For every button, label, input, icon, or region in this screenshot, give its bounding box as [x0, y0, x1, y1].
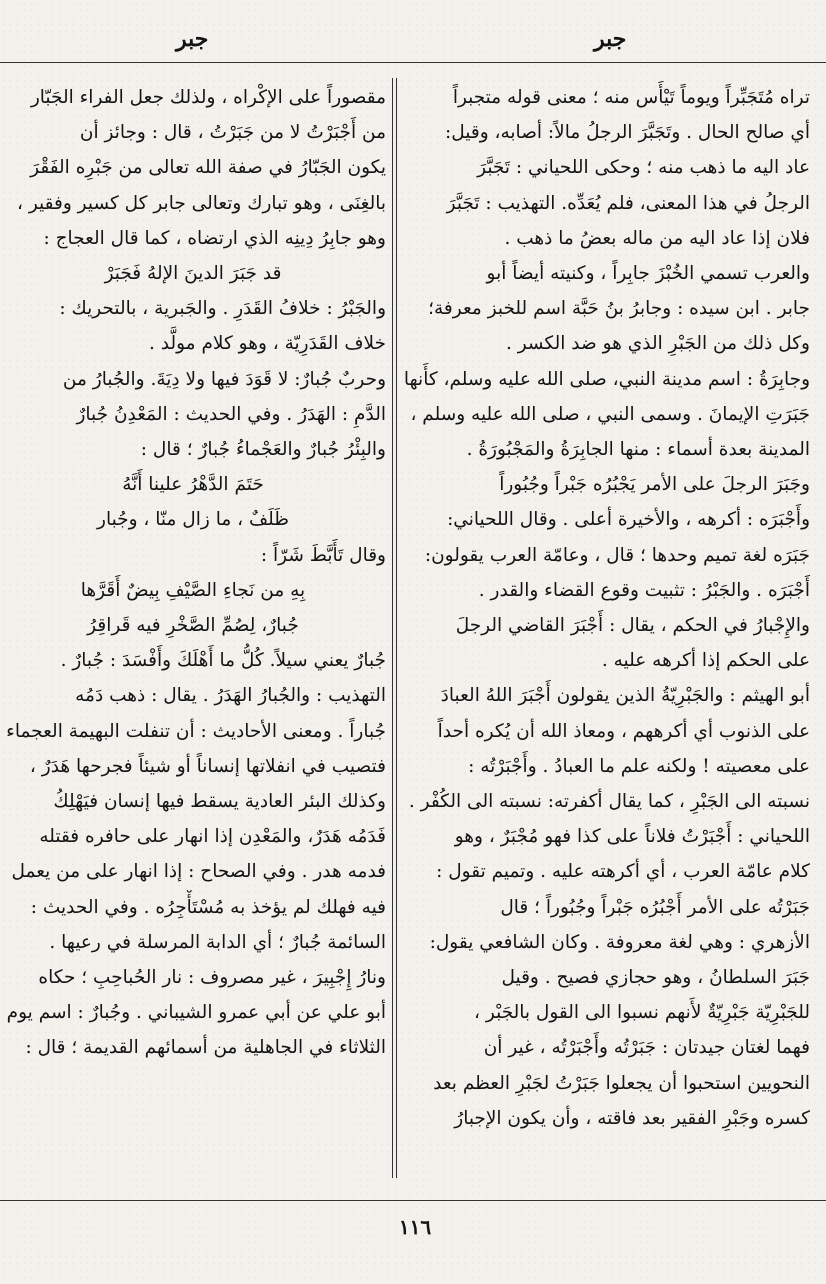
right-column-line: جَبَرَ السلطانُ ، وهو حجازي فصيح . وقيل — [501, 967, 810, 989]
right-column-line: جَبَرْتُه على الأمر أَجْبُرُه جَبْراً وجُبُوراً ؛ قال — [500, 896, 810, 918]
verse-line: حَتَمَ الدَّهْرُ علينا أَنَّهُ — [122, 474, 264, 496]
left-paragraph-line: جُبارٌ يعني سيلاً. كُلُّ ما أَهْلَكَ وأَفْسَدَ : جُبارٌ . — [60, 650, 386, 672]
left-paragraph-line: يكون الجَبّارُ في صفة الله تعالى من جَبْرِه الفَقْرَ — [30, 157, 386, 179]
left-paragraph-line: والجَبْرُ : خلافُ القَدَرِ . والجَبرية ، بالتحريك : — [59, 298, 386, 320]
verse-line: قد جَبَرَ الدينَ الإلهُ فَجَبَرْ — [104, 263, 282, 285]
right-column-line: أبو الهيثم : والجَبْرِيّةُ الذين يقولون أَجْبَرَ اللهُ العبادَ — [440, 685, 810, 707]
right-column-line: وكل ذلك من الجَبْرِ الذي هو ضد الكسر . — [505, 333, 810, 355]
left-paragraph-3 — [0, 538, 386, 573]
right-column-line: اللحياني : أَجْبَرْتُ فلاناً على كذا فهو مُجْبَرٌ ، وهو — [454, 826, 810, 848]
right-column-line: الأزهري : وهي لغة معروفة . وكان الشافعي يقول: — [429, 931, 810, 953]
left-paragraph-line: الثلاثاء في الجاهلية من أسمائهم القديمة ؛ قال : — [25, 1037, 386, 1059]
left-paragraph-line: وحربٌ جُبارٌ: لا قَوَدَ فيها ولا دِيَةَ. والجُبارُ من — [62, 368, 386, 390]
left-paragraph-line: التهذيب : والجُبارُ الهَدَرُ . يقال : ذهب دَمُه — [75, 685, 386, 707]
right-column-line: كسره وجَبْرِ الفقير بعد فاقته ، وأن يكون الإجبارُ — [454, 1107, 810, 1129]
left-paragraph-line: السائمة جُبارٌ ؛ أي الدابة المرسلة في رعيها . — [49, 931, 386, 953]
right-column-line: المدينة بعدة أسماء : منها الجابِرَةُ والمَجْبُورَةُ . — [466, 439, 810, 461]
column-separator — [392, 78, 397, 1178]
left-paragraph-4 — [0, 643, 386, 1065]
right-column — [398, 80, 810, 1180]
left-paragraph-line: وهو جابِرُ دِينِه الذي ارتضاه ، كما قال العجاج : — [43, 227, 386, 249]
right-column-text — [398, 80, 810, 1136]
left-paragraph-line: والبِئْرُ جُبارٌ والعَجْماءُ جُبارٌ ؛ قال : — [140, 439, 386, 461]
left-paragraph-line: خلاف القَدَرِيّة ، وهو كلام مولَّد . — [149, 333, 386, 355]
right-column-line: تراه مُتَجَبِّراً ويوماً تَيْأَس منه ؛ معنى قوله متجبراً — [452, 87, 810, 108]
right-column-line: والعرب تسمي الخُبْزَ جابِراً ، وكنيته أيضاً أبو — [486, 263, 810, 285]
right-column-line: جَبَرَتِ الإيمانَ . وسمى النبي ، صلى الله عليه وسلم ، — [410, 403, 810, 425]
right-column-line: أَجْبَرَه . والجَبْرُ : تثبيت وقوع القضاء والقدر . — [478, 579, 810, 601]
right-column-line: وجَبَرَ الرجلَ على الأمر يَجْبُرُه جَبْراً وجُبُوراً — [499, 474, 810, 496]
verse-ajjaj — [0, 256, 386, 291]
left-paragraph-line: بالغِنَى ، وهو تبارك وتعالى جابر كل كسير وفقير ، — [17, 192, 386, 214]
right-column-line: الرجلُ في هذا المعنى، فلم يُعَدِّه. التهذيب : تَجَبَّرَ — [446, 192, 810, 214]
verse-taabbata-sharran — [0, 573, 386, 643]
left-paragraph-line: ونارُ إِجْبِيرَ ، غير مصروف : نار الحُباحِبِ ؛ حكاه — [38, 967, 386, 989]
left-paragraph-2 — [0, 291, 386, 467]
left-paragraph-line: وكذلك البئر العادية يسقط فيها إنسان فيَهْلِكُ — [53, 791, 386, 813]
right-column-line: جَبَرَه لغة تميم وحدها ؛ قال ، وعامّة العرب يقولون: — [424, 544, 810, 566]
right-column-line: وأَجْبَرَه : أكرهه ، والأخيرة أعلى . وقال اللحياني: — [447, 509, 810, 531]
right-column-line: نسبته الى الجَبْرِ ، كما يقال أكفرته: نسبته الى الكُفْر . — [408, 791, 810, 813]
left-paragraph-line: من أَجْبَرْتُ لا من جَبَرْتُ ، قال : وجائز أن — [79, 122, 386, 144]
right-column-line: كلام عامّة العرب ، أي أكرهته عليه . وتميم تقول : — [436, 861, 810, 883]
left-paragraph-line: جُباراً . ومعنى الأحاديث : أن تنفلت البهيمة العجماء — [6, 720, 386, 742]
verse-2 — [0, 467, 386, 537]
left-paragraph-line: الدَّمِ : الهَدَرُ . وفي الحديث : المَعْدِنُ جُبارٌ — [76, 403, 386, 425]
right-column-line: على الذنوب أي أكرههم ، ومعاذ الله أن يُكره أحداً — [437, 720, 810, 742]
right-column-line: للجَبْرِيّة جَبْرِيّةٌ لأَنهم نسبوا الى القول بالجَبْر ، — [474, 1002, 810, 1024]
right-column-line: جابر . ابن سيده : وجابرُ بنُ حَبَّة اسم للخبز معرفة؛ — [428, 298, 810, 320]
page-number: ١١٦ — [398, 1215, 432, 1239]
verse-line: بِهِ من نَجاءِ الصَّيْفِ بِيضٌ أَقَرَّها — [80, 579, 306, 601]
left-paragraph-line: فدمه هدر . وفي الصحاح : إذا انهار على من يعمل — [11, 861, 386, 883]
left-paragraph-line: فتصيب في انفلاتها إنساناً أو شيئاً فجرحها هَدَرٌ ، — [29, 755, 386, 777]
left-paragraph-line: أبو علي عن أبي عمرو الشيباني . وجُبارٌ : اسم يوم — [6, 1002, 386, 1024]
bottom-rule — [0, 1200, 826, 1201]
right-column-line: وجابِرَةُ : اسم مدينة النبي، صلى الله عليه وسلم، كأَنها — [403, 368, 810, 390]
right-column-line: النحويين استحبوا أن يجعلوا جَبَرْتُ لجَبْرِ العظم بعد — [433, 1072, 810, 1094]
left-paragraph-line: مقصوراً على الإكْراه ، ولذلك جعل الفراء الجَبّار — [30, 87, 386, 108]
running-headword-right: جبر — [594, 26, 627, 52]
verse-line: ظَلَفٌ ، ما زال منّا ، وجُبار — [97, 509, 289, 531]
right-column-line: أي صالح الحال . وتَجَبَّرَ الرجلُ مالاً: أصابه، وقيل: — [445, 122, 810, 144]
left-paragraph-line: فيه فهلك لم يؤخذ به مُسْتَأْجِرُه . وفي الحديث : — [30, 896, 386, 918]
verse-line: جُبارٌ، لِصُمِّ الصَّخْرِ فيه قَراقِرُ — [87, 615, 299, 637]
running-headword-left: جبر — [176, 26, 209, 52]
right-column-line: عاد اليه ما ذهب منه ؛ وحكى اللحياني : تَجَبَّرَ — [477, 157, 810, 179]
right-column-line: على معصيته ! ولكنه علم ما العبادُ . وأَجْبَرْتُه : — [468, 755, 810, 777]
right-column-line: فهما لغتان جيدتان : جَبَرْتُه وأَجْبَرْتُه ، غير أن — [483, 1037, 810, 1059]
left-paragraph-1 — [0, 80, 386, 256]
right-column-line: على الحكم إذا أكرهه عليه . — [601, 650, 810, 672]
top-rule — [0, 62, 826, 63]
right-column-line: فلان إذا عاد اليه من ماله بعضُ ما ذهب . — [504, 227, 810, 249]
left-paragraph-line: وقال تَأَبَّطَ شَرّاً : — [260, 544, 386, 566]
right-column-line: والإِجْبارُ في الحكم ، يقال : أَجْبَرَ القاضي الرجلَ — [455, 615, 810, 637]
left-column — [0, 80, 386, 1180]
left-paragraph-line: فَدَمُه هَدَرٌ، والمَعْدِن إذا انهار على حافره فقتله — [39, 826, 386, 848]
